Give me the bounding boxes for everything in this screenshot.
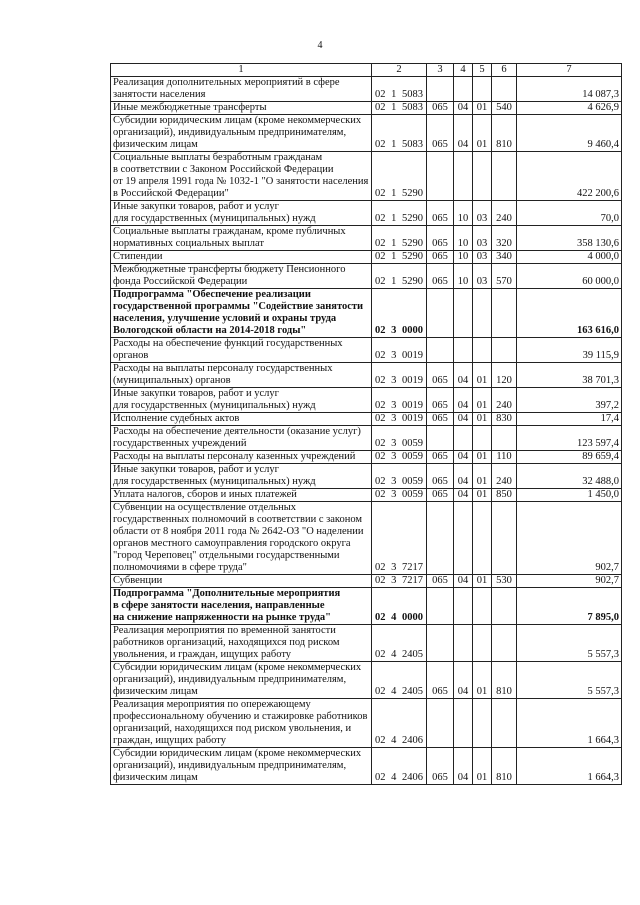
section-cell: 04 [454,388,473,413]
target-article-cell: 02 3 0059 [372,451,427,464]
table-row [111,464,622,489]
subsection-cell [473,699,492,748]
amount-cell: 902,7 [517,575,622,588]
department-code-cell: 065 [427,115,454,152]
subsection-cell: 03 [473,264,492,289]
expense-type-cell: 240 [492,201,517,226]
amount-cell: 1 664,3 [517,699,622,748]
column-header: 5 [473,64,492,77]
row-name-cell: Иные закупки товаров, работ и услуг для государственных (муниципальных) нужд [111,201,372,226]
row-name-cell: Стипендии [111,251,372,264]
section-cell: 04 [454,115,473,152]
department-code-cell: 065 [427,201,454,226]
target-article-cell: 02 1 5290 [372,226,427,251]
amount-cell: 32 488,0 [517,464,622,489]
amount-cell: 422 200,6 [517,152,622,201]
table-row [111,251,622,264]
row-name-cell: Иные закупки товаров, работ и услуг для государственных (муниципальных) нужд [111,388,372,413]
expense-type-cell: 540 [492,102,517,115]
amount-cell: 163 616,0 [517,289,622,338]
section-cell [454,699,473,748]
expense-type-cell: 530 [492,575,517,588]
amount-cell: 397,2 [517,388,622,413]
subsection-cell: 01 [473,413,492,426]
row-name-cell: Уплата налогов, сборов и иных платежей [111,489,372,502]
expense-type-cell [492,588,517,625]
amount-cell: 1 664,3 [517,748,622,785]
target-article-cell: 02 3 7217 [372,575,427,588]
row-name-cell: Подпрограмма "Дополнительные мероприятия в сфере занятости населения, направленные на снижение напряженности на рынке труда" [111,588,372,625]
row-name-cell: Иные закупки товаров, работ и услуг для государственных (муниципальных) нужд [111,464,372,489]
section-cell [454,588,473,625]
subsection-cell: 01 [473,363,492,388]
amount-cell: 902,7 [517,502,622,575]
subsection-cell: 01 [473,464,492,489]
department-code-cell: 065 [427,662,454,699]
expense-type-cell: 240 [492,464,517,489]
target-article-cell: 02 3 0019 [372,413,427,426]
budget-table [110,63,622,785]
column-header: 7 [517,64,622,77]
subsection-cell: 01 [473,102,492,115]
row-name-cell: Иные межбюджетные трансферты [111,102,372,115]
table-row [111,201,622,226]
department-code-cell: 065 [427,102,454,115]
row-name-cell: Подпрограмма "Обеспечение реализации государственной программы "Содействие занятости населения, улучшение условий и охраны труда Вологодской области на 2014-2018 годы" [111,289,372,338]
section-cell [454,625,473,662]
department-code-cell [427,588,454,625]
amount-cell: 1 450,0 [517,489,622,502]
table-row [111,426,622,451]
table-row [111,625,622,662]
amount-cell: 14 087,3 [517,77,622,102]
department-code-cell: 065 [427,748,454,785]
target-article-cell: 02 3 0019 [372,363,427,388]
target-article-cell: 02 3 7217 [372,502,427,575]
table-row [111,662,622,699]
department-code-cell: 065 [427,251,454,264]
section-cell: 04 [454,464,473,489]
amount-cell: 5 557,3 [517,662,622,699]
department-code-cell: 065 [427,388,454,413]
table-row [111,77,622,102]
row-name-cell: Исполнение судебных актов [111,413,372,426]
column-header: 2 [372,64,427,77]
subsection-cell: 01 [473,662,492,699]
department-code-cell [427,625,454,662]
row-name-cell: Расходы на обеспечение деятельности (оказание услуг) государственных учреждений [111,426,372,451]
department-code-cell [427,426,454,451]
amount-cell: 9 460,4 [517,115,622,152]
expense-type-cell: 110 [492,451,517,464]
page-number: 4 [317,40,323,51]
department-code-cell: 065 [427,575,454,588]
row-name-cell: Расходы на выплаты персоналу государственных (муниципальных) органов [111,363,372,388]
section-cell [454,426,473,451]
subsection-cell: 01 [473,115,492,152]
expense-type-cell: 850 [492,489,517,502]
subsection-cell: 03 [473,201,492,226]
expense-type-cell [492,152,517,201]
target-article-cell: 02 3 0019 [372,388,427,413]
department-code-cell: 065 [427,264,454,289]
amount-cell: 17,4 [517,413,622,426]
row-name-cell: Реализация мероприятия по опережающему профессиональному обучению и стажировке работников организаций, находящихся под риском увольнения, и граждан, ищущих работу [111,699,372,748]
table-row [111,748,622,785]
table-row [111,489,622,502]
section-cell: 04 [454,662,473,699]
target-article-cell: 02 4 2405 [372,662,427,699]
table-row [111,588,622,625]
target-article-cell: 02 1 5290 [372,201,427,226]
amount-cell: 60 000,0 [517,264,622,289]
subsection-cell: 01 [473,748,492,785]
section-cell [454,338,473,363]
section-cell [454,289,473,338]
table-row [111,502,622,575]
department-code-cell [427,289,454,338]
amount-cell: 5 557,3 [517,625,622,662]
department-code-cell: 065 [427,489,454,502]
row-name-cell: Субсидии юридическим лицам (кроме некоммерческих организаций), индивидуальным предпринимателям, физическим лицам [111,115,372,152]
section-cell: 10 [454,201,473,226]
amount-cell: 39 115,9 [517,338,622,363]
subsection-cell [473,502,492,575]
section-cell: 04 [454,363,473,388]
amount-cell: 4 626,9 [517,102,622,115]
row-name-cell: Расходы на обеспечение функций государственных органов [111,338,372,363]
column-header: 1 [111,64,372,77]
table-row [111,289,622,338]
table-row [111,413,622,426]
target-article-cell: 02 3 0059 [372,426,427,451]
department-code-cell: 065 [427,464,454,489]
column-header: 6 [492,64,517,77]
amount-cell: 358 130,6 [517,226,622,251]
expense-type-cell [492,426,517,451]
expense-type-cell [492,77,517,102]
table-row [111,575,622,588]
section-cell: 10 [454,264,473,289]
target-article-cell: 02 3 0059 [372,464,427,489]
department-code-cell [427,77,454,102]
expense-type-cell [492,699,517,748]
target-article-cell: 02 1 5290 [372,251,427,264]
row-name-cell: Реализация дополнительных мероприятий в сфере занятости населения [111,77,372,102]
target-article-cell: 02 3 0019 [372,338,427,363]
section-cell: 04 [454,451,473,464]
table-row [111,152,622,201]
department-code-cell [427,502,454,575]
row-name-cell: Субсидии юридическим лицам (кроме некоммерческих организаций), индивидуальным предпринимателям, физическим лицам [111,662,372,699]
subsection-cell [473,152,492,201]
subsection-cell [473,289,492,338]
section-cell [454,152,473,201]
section-cell: 04 [454,489,473,502]
section-cell: 10 [454,226,473,251]
expense-type-cell [492,502,517,575]
section-cell: 04 [454,413,473,426]
department-code-cell: 065 [427,413,454,426]
table-row [111,451,622,464]
target-article-cell: 02 3 0000 [372,289,427,338]
department-code-cell: 065 [427,363,454,388]
target-article-cell: 02 4 2406 [372,699,427,748]
expense-type-cell [492,625,517,662]
subsection-cell [473,625,492,662]
row-name-cell: Субвенции [111,575,372,588]
subsection-cell [473,338,492,363]
expense-type-cell: 570 [492,264,517,289]
subsection-cell: 01 [473,489,492,502]
subsection-cell [473,77,492,102]
expense-type-cell: 830 [492,413,517,426]
column-header: 4 [454,64,473,77]
expense-type-cell: 340 [492,251,517,264]
target-article-cell: 02 1 5290 [372,264,427,289]
table-row [111,338,622,363]
department-code-cell: 065 [427,226,454,251]
target-article-cell: 02 4 2405 [372,625,427,662]
target-article-cell: 02 1 5083 [372,77,427,102]
table-row [111,699,622,748]
section-cell [454,77,473,102]
amount-cell: 123 597,4 [517,426,622,451]
expense-type-cell [492,338,517,363]
row-name-cell: Субвенции на осуществление отдельных государственных полномочий в соответствии с законом области от 8 ноября 2011 года № 2642-ОЗ "О наделении органов местного самоуправления городского округа "город Череповец" отдельными государственными полномочиями в сфере труда" [111,502,372,575]
amount-cell: 38 701,3 [517,363,622,388]
target-article-cell: 02 1 5083 [372,115,427,152]
row-name-cell: Социальные выплаты гражданам, кроме публичных нормативных социальных выплат [111,226,372,251]
expense-type-cell: 240 [492,388,517,413]
amount-cell: 70,0 [517,201,622,226]
table-row [111,226,622,251]
subsection-cell: 01 [473,388,492,413]
subsection-cell [473,588,492,625]
row-name-cell: Межбюджетные трансферты бюджету Пенсионного фонда Российской Федерации [111,264,372,289]
subsection-cell: 01 [473,451,492,464]
row-name-cell: Расходы на выплаты персоналу казенных учреждений [111,451,372,464]
table-row [111,388,622,413]
column-header: 3 [427,64,454,77]
expense-type-cell: 810 [492,748,517,785]
table-row [111,102,622,115]
section-cell: 04 [454,748,473,785]
amount-cell: 89 659,4 [517,451,622,464]
row-name-cell: Субсидии юридическим лицам (кроме некоммерческих организаций), индивидуальным предпринимателям, физическим лицам [111,748,372,785]
table-row [111,115,622,152]
row-name-cell: Реализация мероприятия по временной занятости работников организаций, находящихся под риском увольнения, и граждан, ищущих работу [111,625,372,662]
section-cell: 04 [454,102,473,115]
department-code-cell [427,338,454,363]
table-row [111,363,622,388]
target-article-cell: 02 1 5290 [372,152,427,201]
section-cell [454,502,473,575]
row-name-cell: Социальные выплаты безработным гражданам в соответствии с Законом Российской Федерации от 19 апреля 1991 года № 1032-1 "О занятости населения в Российской Федерации" [111,152,372,201]
department-code-cell [427,699,454,748]
amount-cell: 7 895,0 [517,588,622,625]
expense-type-cell: 320 [492,226,517,251]
department-code-cell: 065 [427,451,454,464]
expense-type-cell: 810 [492,115,517,152]
subsection-cell: 03 [473,226,492,251]
target-article-cell: 02 4 2406 [372,748,427,785]
expense-type-cell: 810 [492,662,517,699]
section-cell: 04 [454,575,473,588]
target-article-cell: 02 4 0000 [372,588,427,625]
subsection-cell: 03 [473,251,492,264]
section-cell: 10 [454,251,473,264]
target-article-cell: 02 3 0059 [372,489,427,502]
department-code-cell [427,152,454,201]
expense-type-cell: 120 [492,363,517,388]
subsection-cell [473,426,492,451]
amount-cell: 4 000,0 [517,251,622,264]
table-row [111,264,622,289]
expense-type-cell [492,289,517,338]
target-article-cell: 02 1 5083 [372,102,427,115]
subsection-cell: 01 [473,575,492,588]
header-row [111,64,622,77]
